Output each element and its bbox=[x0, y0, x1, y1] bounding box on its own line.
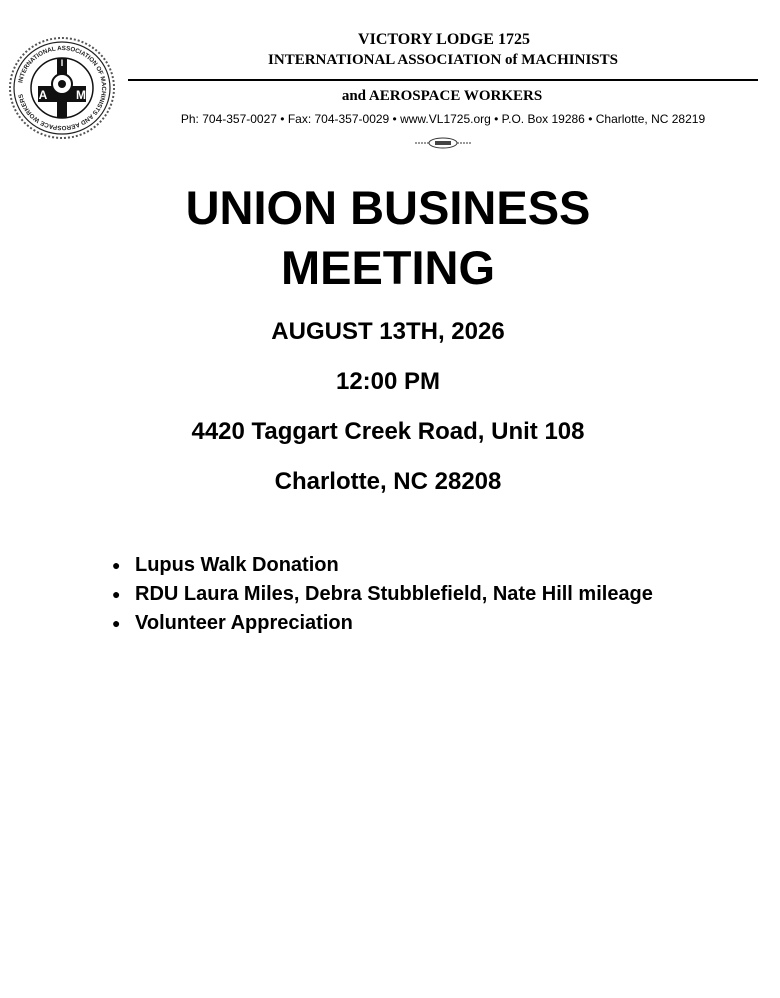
meeting-title bbox=[0, 178, 780, 298]
agenda-item-text: RDU Laura Miles, Debra Stubblefield, Nate Hill mileage bbox=[135, 583, 653, 605]
svg-text:INTERNATIONAL ASSOCIATION OF M: INTERNATIONAL ASSOCIATION OF MACHINISTS AND AEROSPACE WORKERS bbox=[17, 44, 108, 132]
agenda-item-text: Volunteer Appreciation bbox=[135, 612, 353, 634]
meeting-address-street: 4420 Taggart Creek Road, Unit 108 bbox=[191, 418, 585, 445]
meeting-title-line2: MEETING bbox=[280, 241, 496, 294]
bullet-icon: ● bbox=[112, 557, 121, 573]
union-label-icon bbox=[413, 136, 473, 150]
agenda-list bbox=[112, 551, 672, 638]
meeting-time: 12:00 PM bbox=[335, 368, 441, 395]
contact-info: Ph: 704-357-0027 • Fax: 704-357-0029 • www.VL1725.org • P.O. Box 19286 • Charlotte, NC 28219 bbox=[180, 112, 706, 126]
logo-letter-i: I bbox=[60, 58, 64, 68]
logo-letter-a: A bbox=[38, 88, 48, 102]
meeting-date: AUGUST 13TH, 2026 bbox=[271, 318, 505, 345]
header-divider bbox=[128, 79, 758, 81]
meeting-title-line1: UNION BUSINESS bbox=[185, 181, 591, 234]
logo-letter-m: M bbox=[76, 88, 86, 102]
meeting-address-city: Charlotte, NC 28208 bbox=[274, 468, 502, 495]
union-name-line1: INTERNATIONAL ASSOCIATION of MACHINISTS bbox=[268, 52, 618, 68]
agenda-item bbox=[112, 551, 672, 580]
iam-seal-logo bbox=[8, 36, 116, 140]
lodge-name: VICTORY LODGE 1725 bbox=[358, 31, 530, 48]
bullet-icon: ● bbox=[112, 586, 121, 602]
agenda-item bbox=[112, 580, 672, 609]
agenda-item-text: Lupus Walk Donation bbox=[135, 554, 339, 576]
bullet-icon: ● bbox=[112, 615, 121, 631]
agenda-item bbox=[112, 609, 672, 638]
union-name-line2: and AEROSPACE WORKERS bbox=[341, 88, 543, 104]
